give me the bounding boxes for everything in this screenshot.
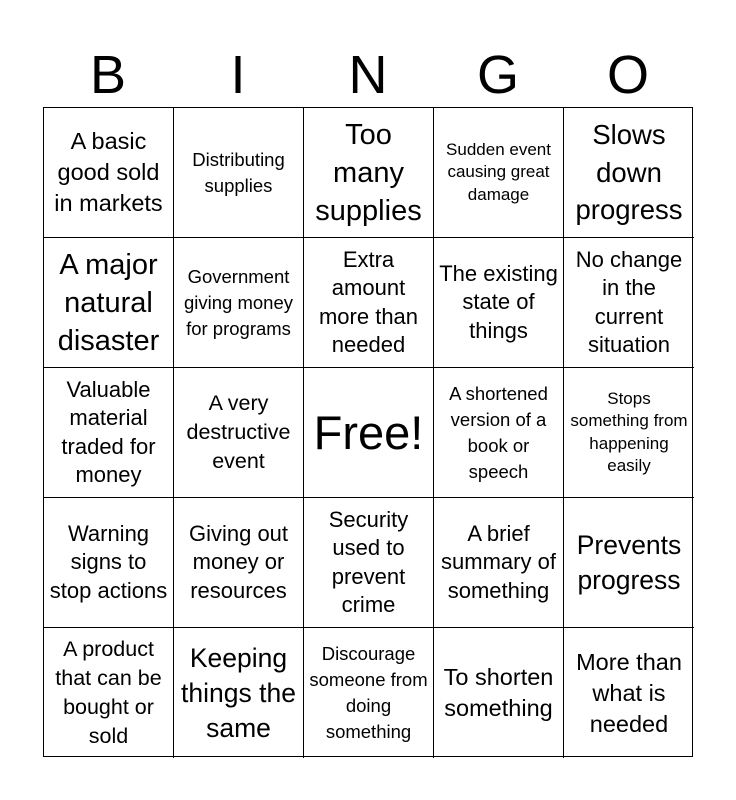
bingo-cell-r2c2[interactable]: [174, 238, 304, 368]
cell-text: A very destructive event: [186, 391, 291, 473]
bingo-cell-r4c2[interactable]: [174, 498, 304, 628]
bingo-header: [43, 44, 693, 106]
cell-text: Prevents progress: [576, 529, 682, 595]
cell-text: No change in the current situation: [575, 246, 683, 357]
bingo-cell-r2c3[interactable]: [304, 238, 434, 368]
cell-text: To shorten something: [443, 664, 554, 721]
cell-text: The existing state of things: [439, 260, 558, 343]
cell-text: A brief summary of something: [441, 520, 556, 603]
bingo-cell-r3c2[interactable]: [174, 368, 304, 498]
free-space-text: Free!: [313, 405, 424, 459]
cell-text: Slows down progress: [575, 119, 683, 226]
header-letter-n: N: [348, 45, 388, 105]
cell-text: Valuable material traded for money: [61, 376, 156, 487]
header-letter-b: B: [89, 45, 127, 105]
bingo-cell-r5c3[interactable]: [304, 628, 434, 758]
cell-text: Extra amount more than needed: [318, 246, 419, 357]
bingo-cell-r2c1[interactable]: [44, 238, 174, 368]
bingo-cell-r5c1[interactable]: [44, 628, 174, 758]
cell-text: Too many supplies: [315, 118, 422, 227]
cell-text: A major natural disaster: [57, 248, 160, 357]
bingo-cell-r4c5[interactable]: [564, 498, 694, 628]
header-letter-g: G: [476, 45, 519, 105]
header-letter-i: I: [230, 45, 246, 105]
bingo-cell-r5c4[interactable]: [434, 628, 564, 758]
bingo-cell-r1c4[interactable]: [434, 108, 564, 238]
bingo-cell-r1c3[interactable]: [304, 108, 434, 238]
header-letter-o: O: [606, 45, 649, 105]
cell-text: Keeping things the same: [181, 642, 296, 743]
bingo-cell-r5c2[interactable]: [174, 628, 304, 758]
bingo-cell-r1c5[interactable]: [564, 108, 694, 238]
cell-text: Discourage someone from doing something: [309, 643, 428, 742]
cell-text: A shortened version of a book or speech: [449, 382, 548, 482]
cell-text: Distributing supplies: [192, 148, 285, 196]
bingo-cell-r2c5[interactable]: [564, 238, 694, 368]
bingo-cell-r1c2[interactable]: [174, 108, 304, 238]
bingo-cell-r3c5[interactable]: [564, 368, 694, 498]
cell-text: More than what is needed: [576, 648, 682, 737]
bingo-cell-r4c4[interactable]: [434, 498, 564, 628]
bingo-cell-r5c5[interactable]: [564, 628, 694, 758]
bingo-cell-free[interactable]: [304, 368, 434, 498]
cell-text: Stops something from happening easily: [570, 388, 688, 475]
cell-text: Warning signs to stop actions: [49, 520, 168, 603]
cell-text: A basic good sold in markets: [54, 128, 163, 216]
bingo-cell-r1c1[interactable]: [44, 108, 174, 238]
cell-text: Giving out money or resources: [188, 520, 289, 603]
cell-text: Sudden event causing great damage: [446, 139, 551, 204]
cell-text: Security used to prevent crime: [328, 506, 409, 617]
bingo-cell-r3c4[interactable]: [434, 368, 564, 498]
bingo-cell-r4c3[interactable]: [304, 498, 434, 628]
cell-text: Government giving money for programs: [183, 265, 293, 339]
bingo-cell-r3c1[interactable]: [44, 368, 174, 498]
bingo-cell-r2c4[interactable]: [434, 238, 564, 368]
bingo-grid: [43, 107, 693, 757]
cell-text: A product that can be bought or sold: [55, 637, 162, 748]
bingo-cell-r4c1[interactable]: [44, 498, 174, 628]
